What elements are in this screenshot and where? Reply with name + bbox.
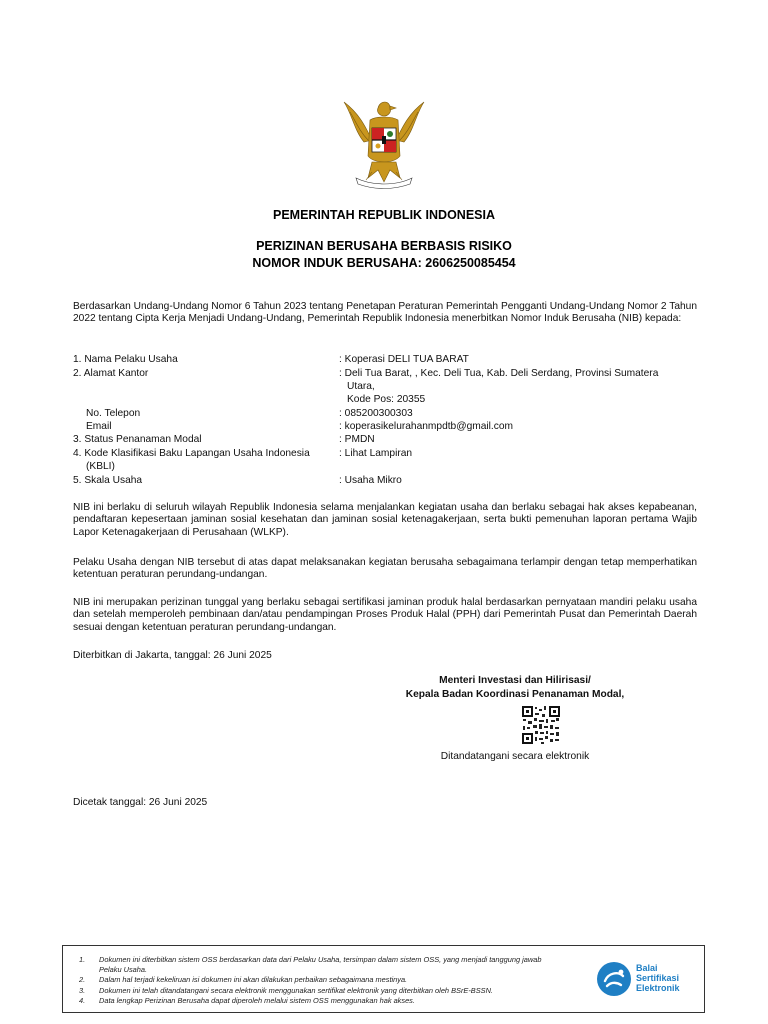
- field-value: : koperasikelurahanmpdtb@gmail.com: [339, 421, 513, 432]
- signatory-title-line2: Kepala Badan Koordinasi Penanaman Modal,: [405, 689, 625, 700]
- note-number: 2.: [79, 975, 86, 984]
- field-value: : Koperasi DELI TUA BARAT: [339, 354, 469, 365]
- field-value: : Lihat Lampiran: [339, 448, 413, 459]
- note-text: Dokumen ini telah ditandatangani secara elektronik menggunakan sertifikat elektronik yang diterbitkan oleh BSrE-BSSN.: [99, 986, 493, 995]
- note-number: 3.: [79, 986, 86, 995]
- halal-paragraph: NIB ini merupakan perizinan tunggal yang berlaku sebagai sertifikasi jaminan produk halal berdasarkan pernyataan mandiri pelaku usaha dan setelah memperoleh pembinaan dan/atau pendampingan Proses Produk Halal (PPH) dari Pemerintah Pusat dan Pemerintah Daerah sesuai dengan ketentuan peraturan perundang-undangan.: [73, 597, 697, 633]
- activity-paragraph: Pelaku Usaha dengan NIB tersebut di atas dapat melaksanakan kegiatan berusaha sebagaimana terlampir dengan tetap memperhatikan ketentuan peraturan perundang-undangan.: [73, 557, 697, 581]
- printed-date: Dicetak tanggal: 26 Juni 2025: [73, 797, 208, 808]
- field-value: : Deli Tua Barat, , Kec. Deli Tua, Kab. Deli Serdang, Provinsi Sumatera: [339, 368, 659, 379]
- bsre-logo: [596, 959, 696, 999]
- bsre-logo-text: Balai: [636, 963, 658, 973]
- garuda-emblem-icon: [338, 94, 430, 192]
- field-label: 5. Skala Usaha: [73, 475, 143, 486]
- field-value: : Usaha Mikro: [339, 475, 402, 486]
- document-title-nib: NOMOR INDUK BERUSAHA: 2606250085454: [252, 256, 516, 270]
- field-label: No. Telepon: [86, 408, 141, 419]
- intro-paragraph: Berdasarkan Undang-Undang Nomor 6 Tahun 2023 tentang Penetapan Peraturan Pemerintah Pengganti Undang-Undang Nomor 2 Tahun 2022 tentang Cipta Kerja Menjadi Undang-Undang, Pemerintah Republik Indonesia menerbitkan Nomor Induk Berusaha (NIB) kepada:: [73, 301, 697, 325]
- issued-date: Diterbitkan di Jakarta, tanggal: 26 Juni 2025: [73, 650, 272, 661]
- note-number: 1.: [79, 955, 86, 964]
- qr-code-icon: [521, 705, 561, 745]
- field-value: : PMDN: [339, 434, 375, 445]
- note-number: 4.: [79, 996, 86, 1005]
- signatory-title-line1: Menteri Investasi dan Hilirisasi/: [439, 675, 591, 686]
- field-label: 2. Alamat Kantor: [73, 368, 149, 379]
- government-title: PEMERINTAH REPUBLIK INDONESIA: [272, 208, 495, 222]
- field-label: 1. Nama Pelaku Usaha: [73, 354, 178, 365]
- bsre-logo-text: Sertifikasi: [636, 973, 680, 983]
- bsre-logo-icon: [596, 961, 632, 997]
- field-label: 3. Status Penanaman Modal: [73, 434, 202, 445]
- field-label: (KBLI): [86, 461, 115, 472]
- electronic-signature-note: Ditandatangani secara elektronik: [440, 751, 590, 762]
- note-text: Dalam hal terjadi kekeliruan isi dokumen ini akan dilakukan perbaikan sebagaimana mestinya.: [99, 975, 408, 984]
- document-title-line1: PERIZINAN BERUSAHA BERBASIS RISIKO: [256, 239, 512, 253]
- note-text: Pelaku Usaha.: [99, 965, 148, 974]
- field-label: 4. Kode Klasifikasi Baku Lapangan Usaha Indonesia: [73, 448, 310, 459]
- field-label: Email: [86, 421, 112, 432]
- note-text: Data lengkap Perizinan Berusaha dapat diperoleh melalui sistem OSS menggunakan hak akses.: [99, 996, 415, 1005]
- footer-notes-box: [62, 945, 705, 1013]
- field-value: Utara,: [347, 381, 375, 392]
- validity-paragraph: NIB ini berlaku di seluruh wilayah Republik Indonesia selama menjalankan kegiatan usaha dan berlaku sebagai hak akses kepabeanan, pendaftaran kepesertaan jaminan sosial kesehatan dan jaminan sosial ketenagakerjaan, serta bukti pemenuhan laporan pertama Wajib Lapor Ketenagakerjaan di Perusahaan (WLKP).: [73, 502, 697, 538]
- field-value: Kode Pos: 20355: [347, 394, 426, 405]
- field-value: : 085200300303: [339, 408, 413, 419]
- note-text: Dokumen ini diterbitkan sistem OSS berdasarkan data dari Pelaku Usaha, tersimpan dalam sistem OSS, yang menjadi tanggung jawab: [99, 955, 542, 964]
- bsre-logo-text: Elektronik: [636, 983, 680, 993]
